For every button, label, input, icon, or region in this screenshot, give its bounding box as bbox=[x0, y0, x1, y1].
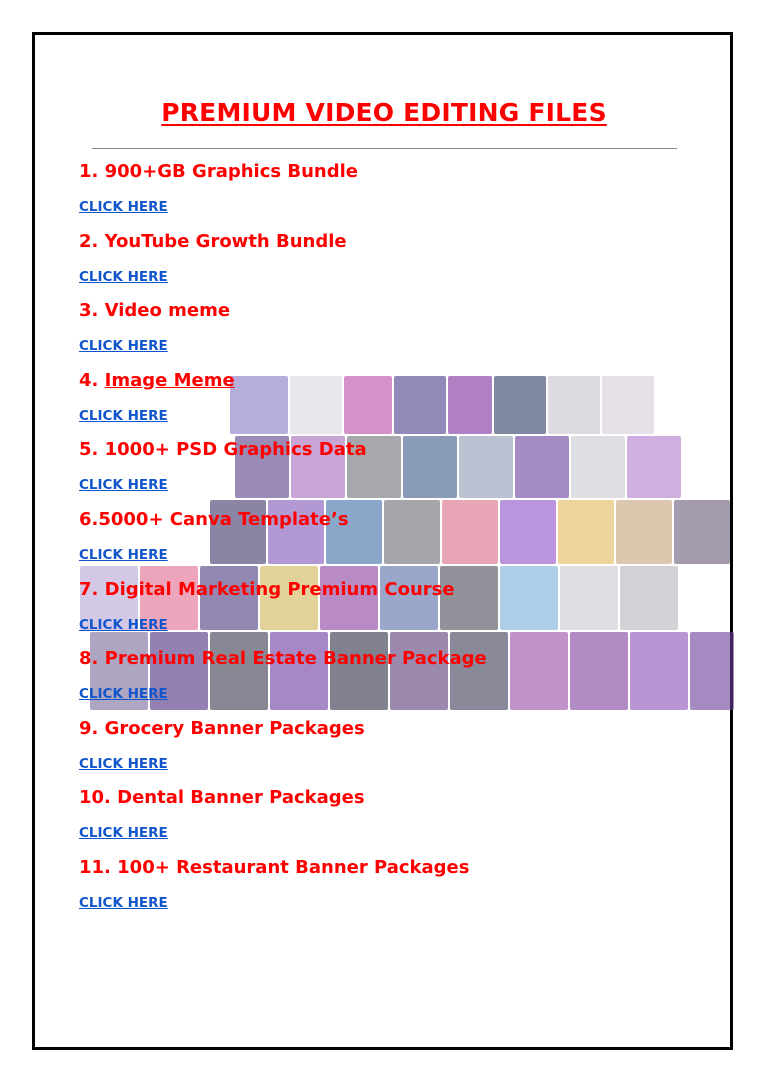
list-item bbox=[79, 508, 719, 578]
title-divider bbox=[92, 148, 677, 149]
item-title bbox=[79, 369, 235, 393]
click-here-link[interactable]: CLICK HERE bbox=[79, 338, 168, 355]
item-title: 11. 100+ Restaurant Banner Packages bbox=[79, 856, 470, 878]
item-number: 4. bbox=[79, 369, 105, 391]
list-item bbox=[79, 856, 719, 926]
click-here-link[interactable]: CLICK HERE bbox=[79, 825, 168, 842]
click-here-link[interactable]: CLICK HERE bbox=[79, 407, 168, 424]
list-item bbox=[79, 786, 719, 856]
list-item bbox=[79, 647, 719, 717]
list-item bbox=[79, 369, 719, 439]
list-item bbox=[79, 160, 719, 230]
list-item bbox=[79, 717, 719, 787]
item-title: 9. Grocery Banner Packages bbox=[79, 717, 365, 739]
click-here-link[interactable]: CLICK HERE bbox=[79, 686, 168, 703]
click-here-link[interactable]: CLICK HERE bbox=[79, 546, 168, 563]
click-here-link[interactable]: CLICK HERE bbox=[79, 477, 168, 494]
click-here-link[interactable]: CLICK HERE bbox=[79, 894, 168, 911]
click-here-link[interactable]: CLICK HERE bbox=[79, 755, 168, 772]
item-title: 8. Premium Real Estate Banner Package bbox=[79, 648, 487, 670]
list-item bbox=[79, 578, 719, 648]
item-title: 3. Video meme bbox=[79, 300, 231, 322]
list-item bbox=[79, 299, 719, 369]
item-title: 7. Digital Marketing Premium Course bbox=[79, 578, 455, 600]
page-title: PREMIUM VIDEO EDITING FILES bbox=[161, 98, 607, 127]
item-title: 10. Dental Banner Packages bbox=[79, 787, 365, 809]
click-here-link[interactable]: CLICK HERE bbox=[79, 199, 168, 215]
item-title: 1. 900+GB Graphics Bundle bbox=[79, 161, 358, 182]
item-title-underlined: Image Meme bbox=[104, 369, 235, 391]
click-here-link[interactable]: CLICK HERE bbox=[79, 268, 168, 285]
item-title: 2. YouTube Growth Bundle bbox=[79, 230, 347, 252]
item-title: 6.5000+ Canva Template’s bbox=[79, 508, 349, 530]
list-item bbox=[79, 230, 719, 300]
list-item bbox=[79, 438, 719, 508]
item-title: 5. 1000+ PSD Graphics Data bbox=[79, 439, 367, 461]
item-list bbox=[79, 160, 719, 926]
click-here-link[interactable]: CLICK HERE bbox=[79, 616, 168, 633]
